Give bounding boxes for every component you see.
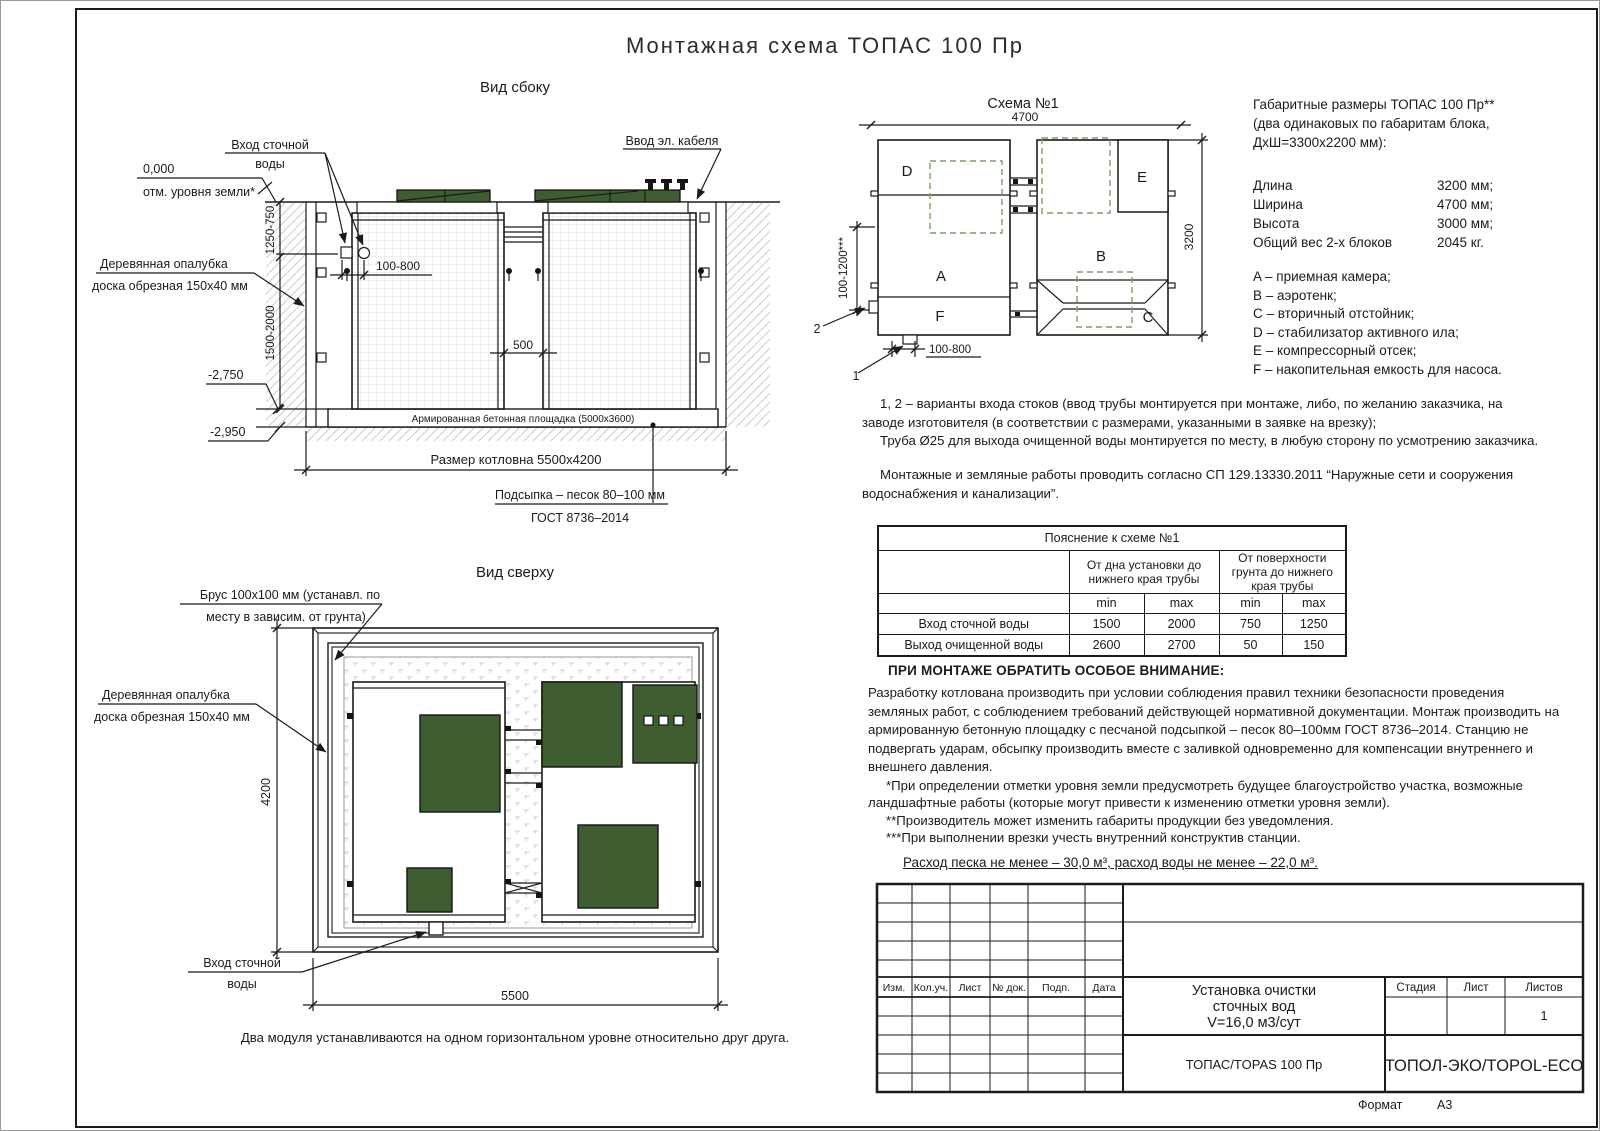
table-empty-cell (878, 593, 1069, 613)
side-view-title: Вид сбоку (480, 79, 550, 96)
note-outlet-pipe: Труба Ø25 для выхода очищенной воды монтируется по месту, в любую сторону по усмотрению заказчика. (880, 433, 1539, 448)
note-sp-standard: Монтажные и земляные работы проводить согласно СП 129.13330.2011 “Наружные сети и сооружения водоснабжения и канализации”. (862, 467, 1514, 501)
brus-label-line2: месту в зависим. от грунта) (206, 610, 366, 624)
modules-level-note: Два модуля устанавливаются на одном горизонтальном уровне относительно друг друга. (240, 1030, 790, 1045)
formwork-label2-line2: доска обрезная 150х40 мм (94, 710, 250, 724)
inlet-label-line2: воды (255, 157, 285, 171)
footnote-2: **Производитель может изменить габариты продукции без уведомления. (886, 813, 1334, 828)
schema1-drawing (795, 95, 1215, 400)
inlet-variant2 (869, 301, 878, 313)
schema1-inlet-dim: 100-800 (929, 344, 972, 356)
spec-row (1253, 233, 1583, 252)
spec-name: Общий вес 2-х блоков (1253, 235, 1393, 250)
stamp-col-data: Дата (1092, 982, 1116, 994)
table-group-1: От дна установки до нижнего края трубы (1069, 550, 1219, 593)
zone-legend (1253, 268, 1593, 379)
tank-right (543, 213, 696, 409)
top-view-linework (98, 604, 728, 1011)
legend-item: E – компрессорный отсек; (1253, 343, 1417, 358)
sand-label-line1: Подсыпка – песок 80–100 мм (495, 488, 665, 502)
schema1-title: Схема №1 (987, 96, 1059, 112)
module-left (878, 140, 1010, 335)
inlet-square (341, 247, 352, 258)
pit-dim-label: Размер котловна 5500х4200 (430, 452, 602, 467)
stamp-col-podp: Подп. (1042, 982, 1070, 994)
side-view-linework (96, 149, 780, 504)
side-view-drawing (80, 120, 790, 540)
stamp-col-dok: № док. (992, 982, 1026, 994)
dim-upper: 1250-750 (265, 205, 277, 255)
spec-row (1253, 195, 1583, 214)
spec-value: 3000 мм; (1437, 216, 1494, 231)
explanation-table (877, 525, 1347, 657)
sheet-title: Монтажная схема ТОПАС 100 Пр (625, 33, 1025, 58)
attention-heading: ПРИ МОНТАЖЕ ОБРАТИТЬ ОСОБОЕ ВНИМАНИЕ: (888, 663, 1225, 678)
specs-heading-1: Габаритные размеры ТОПАС 100 Пр** (1253, 97, 1495, 112)
table-corner-cell (878, 550, 1069, 593)
brus-label-line1: Брус 100х100 мм (устанавл. по (199, 588, 381, 602)
schema1-left-dim: 100-1200*** (838, 236, 850, 300)
legend-item: B – аэротенк; (1253, 287, 1337, 303)
row-value: 2700 (1144, 634, 1219, 656)
table-row (878, 613, 1346, 634)
soil-hatch-bottom (306, 427, 726, 441)
formwork-label-line1: Деревянная опалубка (100, 257, 228, 271)
level-slab: -2,750 (208, 368, 244, 382)
stamp-company: ТОПОЛ-ЭКО/TOPOL-ECO (1384, 1057, 1584, 1075)
inlet-opening (429, 922, 443, 935)
tank-left (352, 213, 504, 409)
table-group-2: От поверхности грунта до нижнего края трубы (1219, 550, 1346, 593)
vent-caps (645, 179, 688, 190)
schema1-height-dim: 3200 (1182, 223, 1196, 251)
stamp-col-koluch: Кол.уч. (913, 982, 949, 994)
format-value: А3 (1437, 1098, 1453, 1112)
legend-item: D – стабилизатор активного ила; (1253, 324, 1459, 340)
title-block-grid (876, 883, 1584, 1093)
formwork-label-line2: доска обрезная 150х40 мм (92, 279, 248, 293)
table-max-2: max (1282, 593, 1346, 613)
row-value: 1500 (1069, 613, 1144, 634)
formwork-label2-line1: Деревянная опалубка (102, 688, 230, 702)
spec-name: Ширина (1253, 197, 1303, 212)
level-pit: -2,950 (210, 425, 246, 439)
dim-lower: 1500-2000 (265, 305, 277, 361)
stamp-col-izm: Изм. (882, 982, 906, 994)
inlet-dim: 100-800 (376, 259, 421, 273)
spec-name: Длина (1253, 178, 1293, 193)
row-value: 750 (1219, 613, 1282, 634)
specs-heading-2: (два одинаковых по габаритам блока, (1253, 116, 1490, 131)
point-2: 2 (813, 322, 821, 336)
zone-b: B (1095, 248, 1107, 265)
doc-title-line3: V=16,0 м3/сут (1207, 1015, 1301, 1031)
row-value: 2600 (1069, 634, 1144, 656)
row-label: Выход очищенной воды (878, 634, 1069, 656)
title-block (876, 883, 1584, 1093)
sand-label-line2: ГОСТ 8736–2014 (530, 511, 630, 525)
spec-value: 2045 кг. (1437, 235, 1484, 250)
zero-mark: 0,000 (143, 162, 175, 176)
stamp-sheets-label: Листов (1525, 982, 1563, 994)
row-value: 1250 (1282, 613, 1346, 634)
top-inlet-label-line1: Вход сточной (203, 956, 281, 970)
footnote-3: ***При выполнении врезки учесть внутренний конструктив станции. (886, 830, 1301, 845)
gap-dim: 500 (512, 338, 534, 352)
zone-f: F (935, 308, 945, 325)
stamp-stage-label: Стадия (1396, 982, 1436, 994)
top-view-drawing (90, 555, 800, 1060)
zone-e: E (1136, 169, 1148, 186)
compressor-vents (644, 716, 683, 725)
doc-title-line1: Установка очистки (1191, 983, 1317, 999)
note-variants: 1, 2 – варианты входа стоков (ввод трубы монтируется при монтаже, либо, по желанию заказчика, на заводе изготовителя (в соответствии с размерами, указанными в заявке на врезку); (862, 396, 1503, 430)
point-1: 1 (852, 369, 860, 383)
row-label: Вход сточной воды (878, 613, 1069, 634)
top-inlet-label-line2: воды (227, 977, 257, 991)
top-view-height-dim: 4200 (259, 778, 273, 806)
spec-value: 3200 мм; (1437, 178, 1494, 193)
table-max-1: max (1144, 593, 1219, 613)
attention-body: Разработку котлована производить при условии соблюдения правил техники безопасности проведения земляных работ, с соблюдением требований действующей нормативной документации. Монтаж производить на армированную бетонную площадку с песчаной подсыпкой – песок 80–100мм ГОСТ 8736–2014. Станцию не подвергать ударам, обсыпку производить вместе с заливкой одновременно для компенсации внутреннего и внешнего давления. (868, 685, 1560, 775)
spec-name: Высота (1253, 216, 1300, 231)
zone-d: D (901, 163, 913, 180)
table-min-2: min (1219, 593, 1282, 613)
spec-value: 4700 мм; (1437, 197, 1494, 212)
sand-water-consumption: Расход песка не менее – 30,0 м³, расход воды не менее – 22,0 м³. (903, 855, 1318, 870)
inlet-circle (359, 248, 370, 259)
table-min-1: min (1069, 593, 1144, 613)
top-view-title: Вид сверху (475, 564, 555, 581)
soil-hatch-right (726, 203, 770, 427)
footnote-1: *При определении отметки уровня земли предусмотреть будущее благоустройство участка, возможные ландшафтные работы (которые могут привести к изменению отметки уровня земли). (868, 778, 1523, 811)
specs-heading-3: ДхШ=3300х2200 мм): (1253, 135, 1387, 150)
top-view-width-dim: 5500 (501, 989, 529, 1003)
row-value: 2000 (1144, 613, 1219, 634)
stamp-sheets-value: 1 (1540, 1008, 1548, 1023)
legend-item: A – приемная камера; (1253, 269, 1391, 284)
row-value: 150 (1282, 634, 1346, 656)
stamp-product: ТОПАС/TOPAS 100 Пр (1185, 1057, 1323, 1072)
row-value: 50 (1219, 634, 1282, 656)
format-label: Формат (1358, 1098, 1403, 1112)
stamp-col-list: Лист (958, 982, 982, 994)
slab-label: Армированная бетонная площадка (5000х3600) (411, 414, 635, 425)
cable-entry-label: Ввод эл. кабеля (625, 134, 719, 148)
doc-title-line2: сточных вод (1212, 999, 1296, 1015)
spec-row (1253, 176, 1583, 195)
zone-a: A (935, 268, 947, 285)
zone-c: C (1142, 309, 1154, 326)
inlet-label-line1: Вход сточной (231, 138, 309, 152)
schema1-width-dim: 4700 (1011, 110, 1039, 124)
spec-row (1253, 214, 1583, 233)
stamp-sheet-label: Лист (1463, 982, 1489, 994)
table-row (878, 634, 1346, 656)
table-title: Пояснение к схеме №1 (878, 526, 1346, 550)
ground-level-label: отм. уровня земли* (143, 185, 256, 199)
schema1-linework (823, 121, 1208, 373)
legend-item: F – накопительная емкость для насоса. (1253, 361, 1502, 377)
legend-item: C – вторичный отстойник; (1253, 306, 1415, 321)
